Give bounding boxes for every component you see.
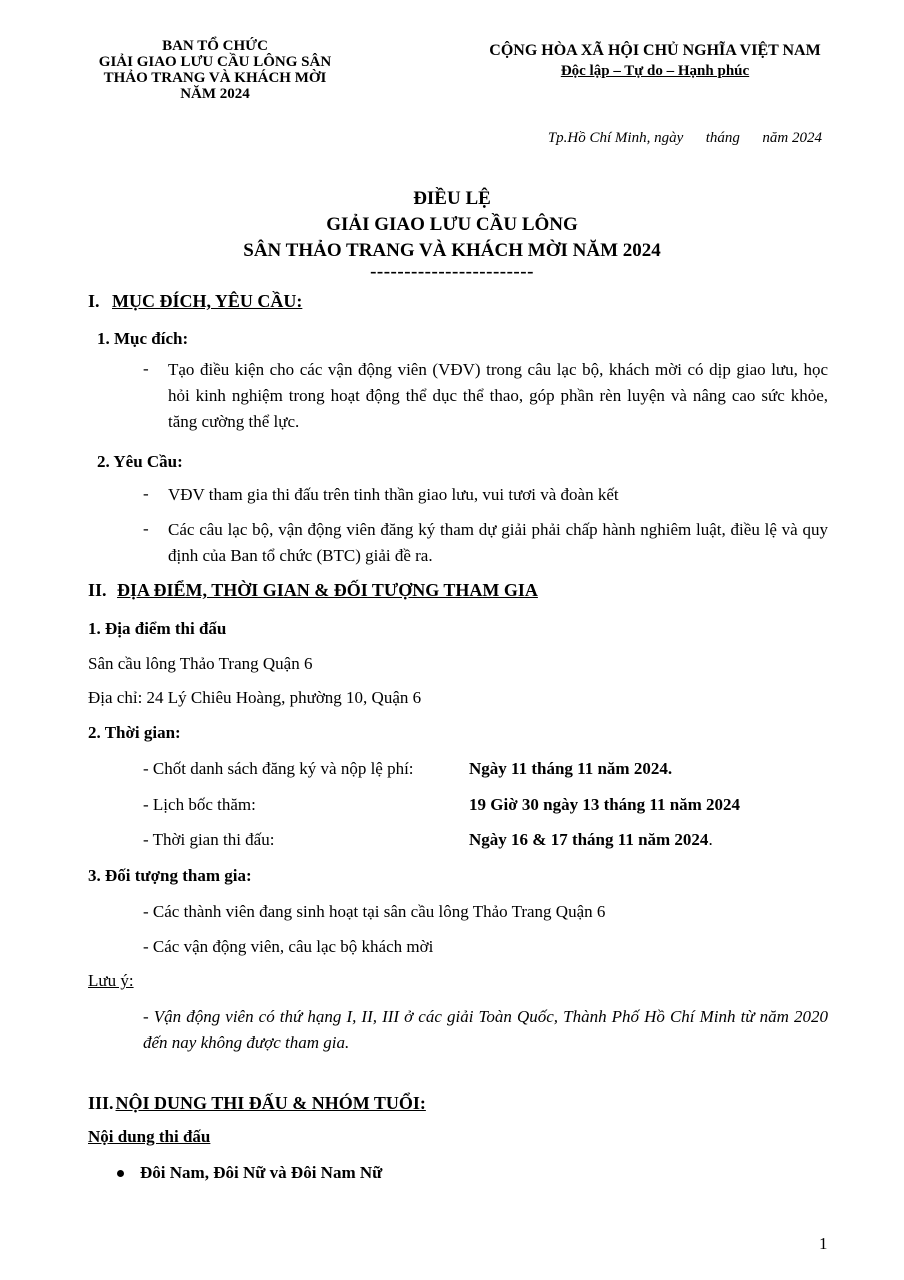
document-title [0, 186, 904, 280]
section-title: ĐỊA ĐIỂM, THỜI GIAN & ĐỐI TƯỢNG THAM GIA [117, 580, 538, 600]
title-divider: ------------------------ [370, 261, 534, 282]
title-line-1: ĐIỀU LỆ [413, 188, 491, 209]
venue-name: Sân cầu lông Thảo Trang Quận 6 [88, 654, 313, 673]
subsection-heading: 3. Đối tượng tham gia: [88, 866, 252, 885]
subsection-heading: Nội dung thi đấu [88, 1127, 211, 1146]
subsection-heading: 1. Mục đích: [97, 329, 189, 348]
subsection-heading: 2. Yêu Cầu: [97, 452, 183, 471]
schedule-value-line [469, 830, 713, 850]
schedule-label: - Chốt danh sách đăng ký và nộp lệ phí: [143, 759, 414, 778]
list-item: - Các vận động viên, câu lạc bộ khách mời [143, 937, 434, 956]
national-name: CỘNG HÒA XÃ HỘI CHỦ NGHĨA VIỆT NAM [489, 42, 821, 59]
organizer-line: BAN TỔ CHỨC [162, 38, 268, 54]
paragraph: Tạo điều kiện cho các vận động viên (VĐV) trong câu lạc bộ, khách mời có dịp giao lưu, học hỏi kinh nghiệm trong hoạt động thể dục thể thao, góp phần rèn luyện và nâng cao sức khỏe, tăng cường thể lực. [168, 360, 828, 431]
section-3-heading [88, 1093, 426, 1114]
list-dash: - [143, 519, 149, 538]
bullet-icon [117, 1170, 124, 1177]
national-motto: Độc lập – Tự do – Hạnh phúc [560, 63, 750, 79]
subsection-heading: 1. Địa điểm thi đấu [88, 619, 227, 638]
section-1-heading [88, 291, 302, 312]
title-line-3: SÂN THẢO TRANG VÀ KHÁCH MỜI NĂM 2024 [243, 240, 661, 261]
list-item: Các câu lạc bộ, vận động viên đăng ký tham dự giải phải chấp hành nghiêm luật, điều lệ và quy định của Ban tổ chức (BTC) giải đề ra. [168, 520, 828, 565]
organizer-block [60, 38, 370, 102]
date-line: Tp.Hồ Chí Minh, ngày tháng năm 2024 [547, 130, 822, 146]
subsection-heading: 2. Thời gian: [88, 723, 181, 742]
national-header [470, 41, 840, 81]
schedule-value: Ngày 16 & 17 tháng 11 năm 2024 [469, 830, 709, 849]
section-title: MỤC ĐÍCH, YÊU CẦU: [112, 291, 303, 311]
section-title: NỘI DUNG THI ĐẤU & NHÓM TUỔI: [115, 1093, 426, 1113]
list-item: Đôi Nam, Đôi Nữ và Đôi Nam Nữ [140, 1163, 383, 1182]
list-dash: - [143, 484, 149, 503]
page-number: 1 [819, 1234, 828, 1253]
schedule-suffix: . [708, 830, 713, 849]
schedule-value: Ngày 11 tháng 11 năm 2024. [469, 759, 673, 778]
list-item: - Các thành viên đang sinh hoạt tại sân cầu lông Thảo Trang Quận 6 [143, 902, 606, 921]
section-number: I. [88, 291, 100, 311]
section-2-heading [88, 580, 538, 601]
list-item: VĐV tham gia thi đấu trên tinh thần giao lưu, vui tươi và đoàn kết [168, 485, 619, 504]
schedule-value: 19 Giờ 30 ngày 13 tháng 11 năm 2024 [469, 795, 741, 814]
venue-address: Địa chỉ: 24 Lý Chiêu Hoàng, phường 10, Quận 6 [88, 688, 422, 707]
section-number: II. [88, 580, 107, 600]
schedule-label: - Thời gian thi đấu: [143, 830, 275, 849]
organizer-line: THẢO TRANG VÀ KHÁCH MỜI [103, 70, 327, 86]
title-line-2: GIẢI GIAO LƯU CẦU LÔNG [326, 214, 578, 235]
schedule-label: - Lịch bốc thăm: [143, 795, 256, 814]
section-number: III. [88, 1093, 114, 1113]
list-dash: - [143, 359, 149, 378]
organizer-line: GIẢI GIAO LƯU CẦU LÔNG SÂN [98, 54, 332, 70]
organizer-line: NĂM 2024 [180, 86, 250, 102]
note-label: Lưu ý: [88, 971, 134, 990]
note-text: - Vận động viên có thứ hạng I, II, III ở các giải Toàn Quốc, Thành Phố Hồ Chí Minh từ năm 2020 đến nay không được tham gia. [143, 1007, 828, 1052]
